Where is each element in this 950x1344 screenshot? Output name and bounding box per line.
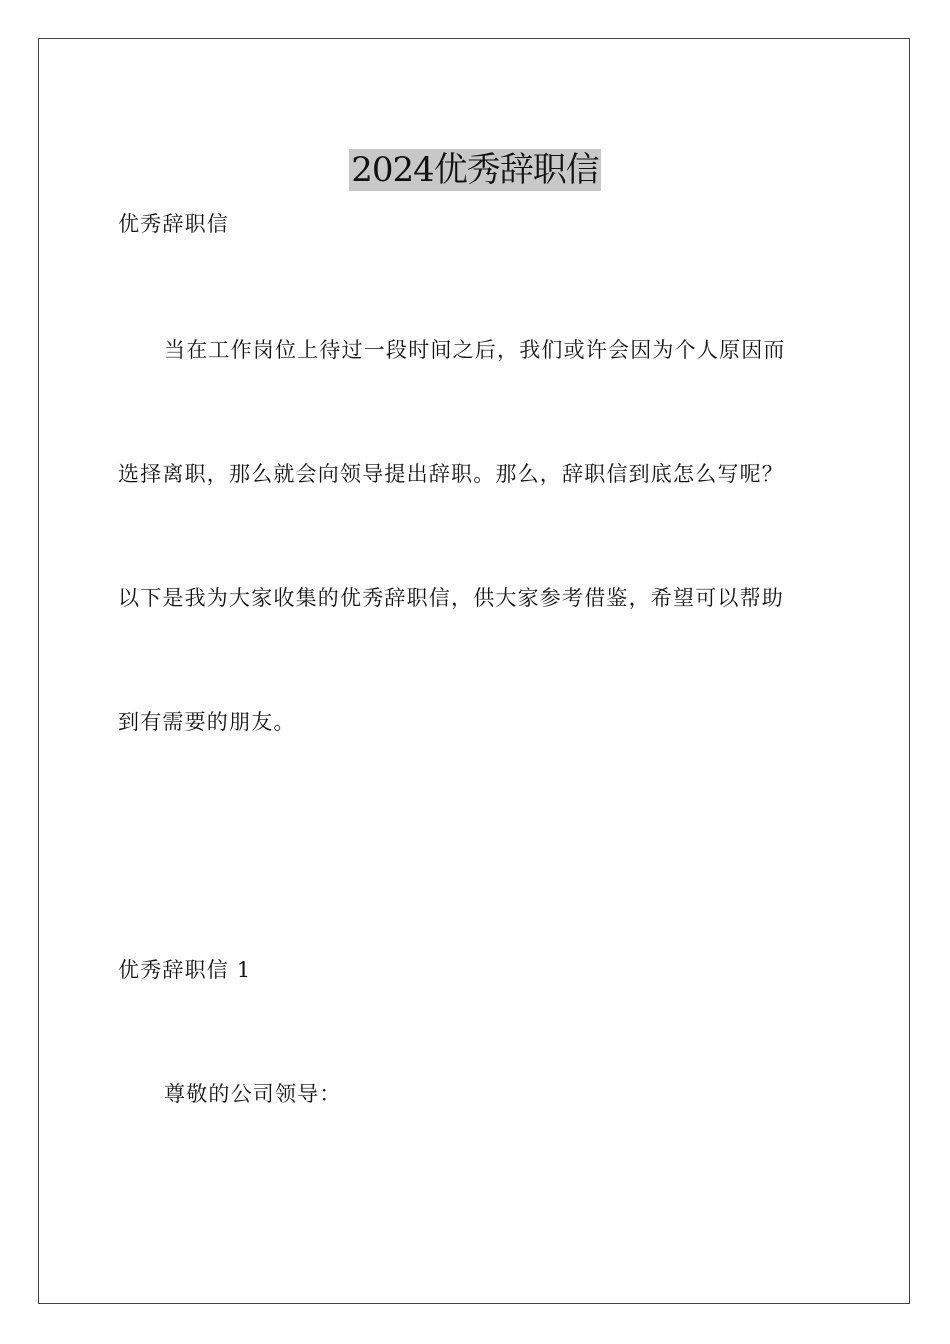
intro-line-2: 选择离职，那么就会向领导提出辞职。那么，辞职信到底怎么写呢？ <box>118 462 784 486</box>
document-subtitle: 优秀辞职信 <box>118 212 229 236</box>
salutation: 尊敬的公司领导： <box>164 1082 342 1106</box>
intro-line-1: 当在工作岗位上待过一段时间之后，我们或许会因为个人原因而 <box>164 338 786 362</box>
title-container <box>0 126 950 214</box>
intro-line-3: 以下是我为大家收集的优秀辞职信，供大家参考借鉴，希望可以帮助 <box>118 586 784 610</box>
section-heading: 优秀辞职信 1 <box>118 958 252 982</box>
intro-line-4: 到有需要的朋友。 <box>118 710 296 734</box>
document-title: 2024优秀辞职信 <box>351 149 599 190</box>
